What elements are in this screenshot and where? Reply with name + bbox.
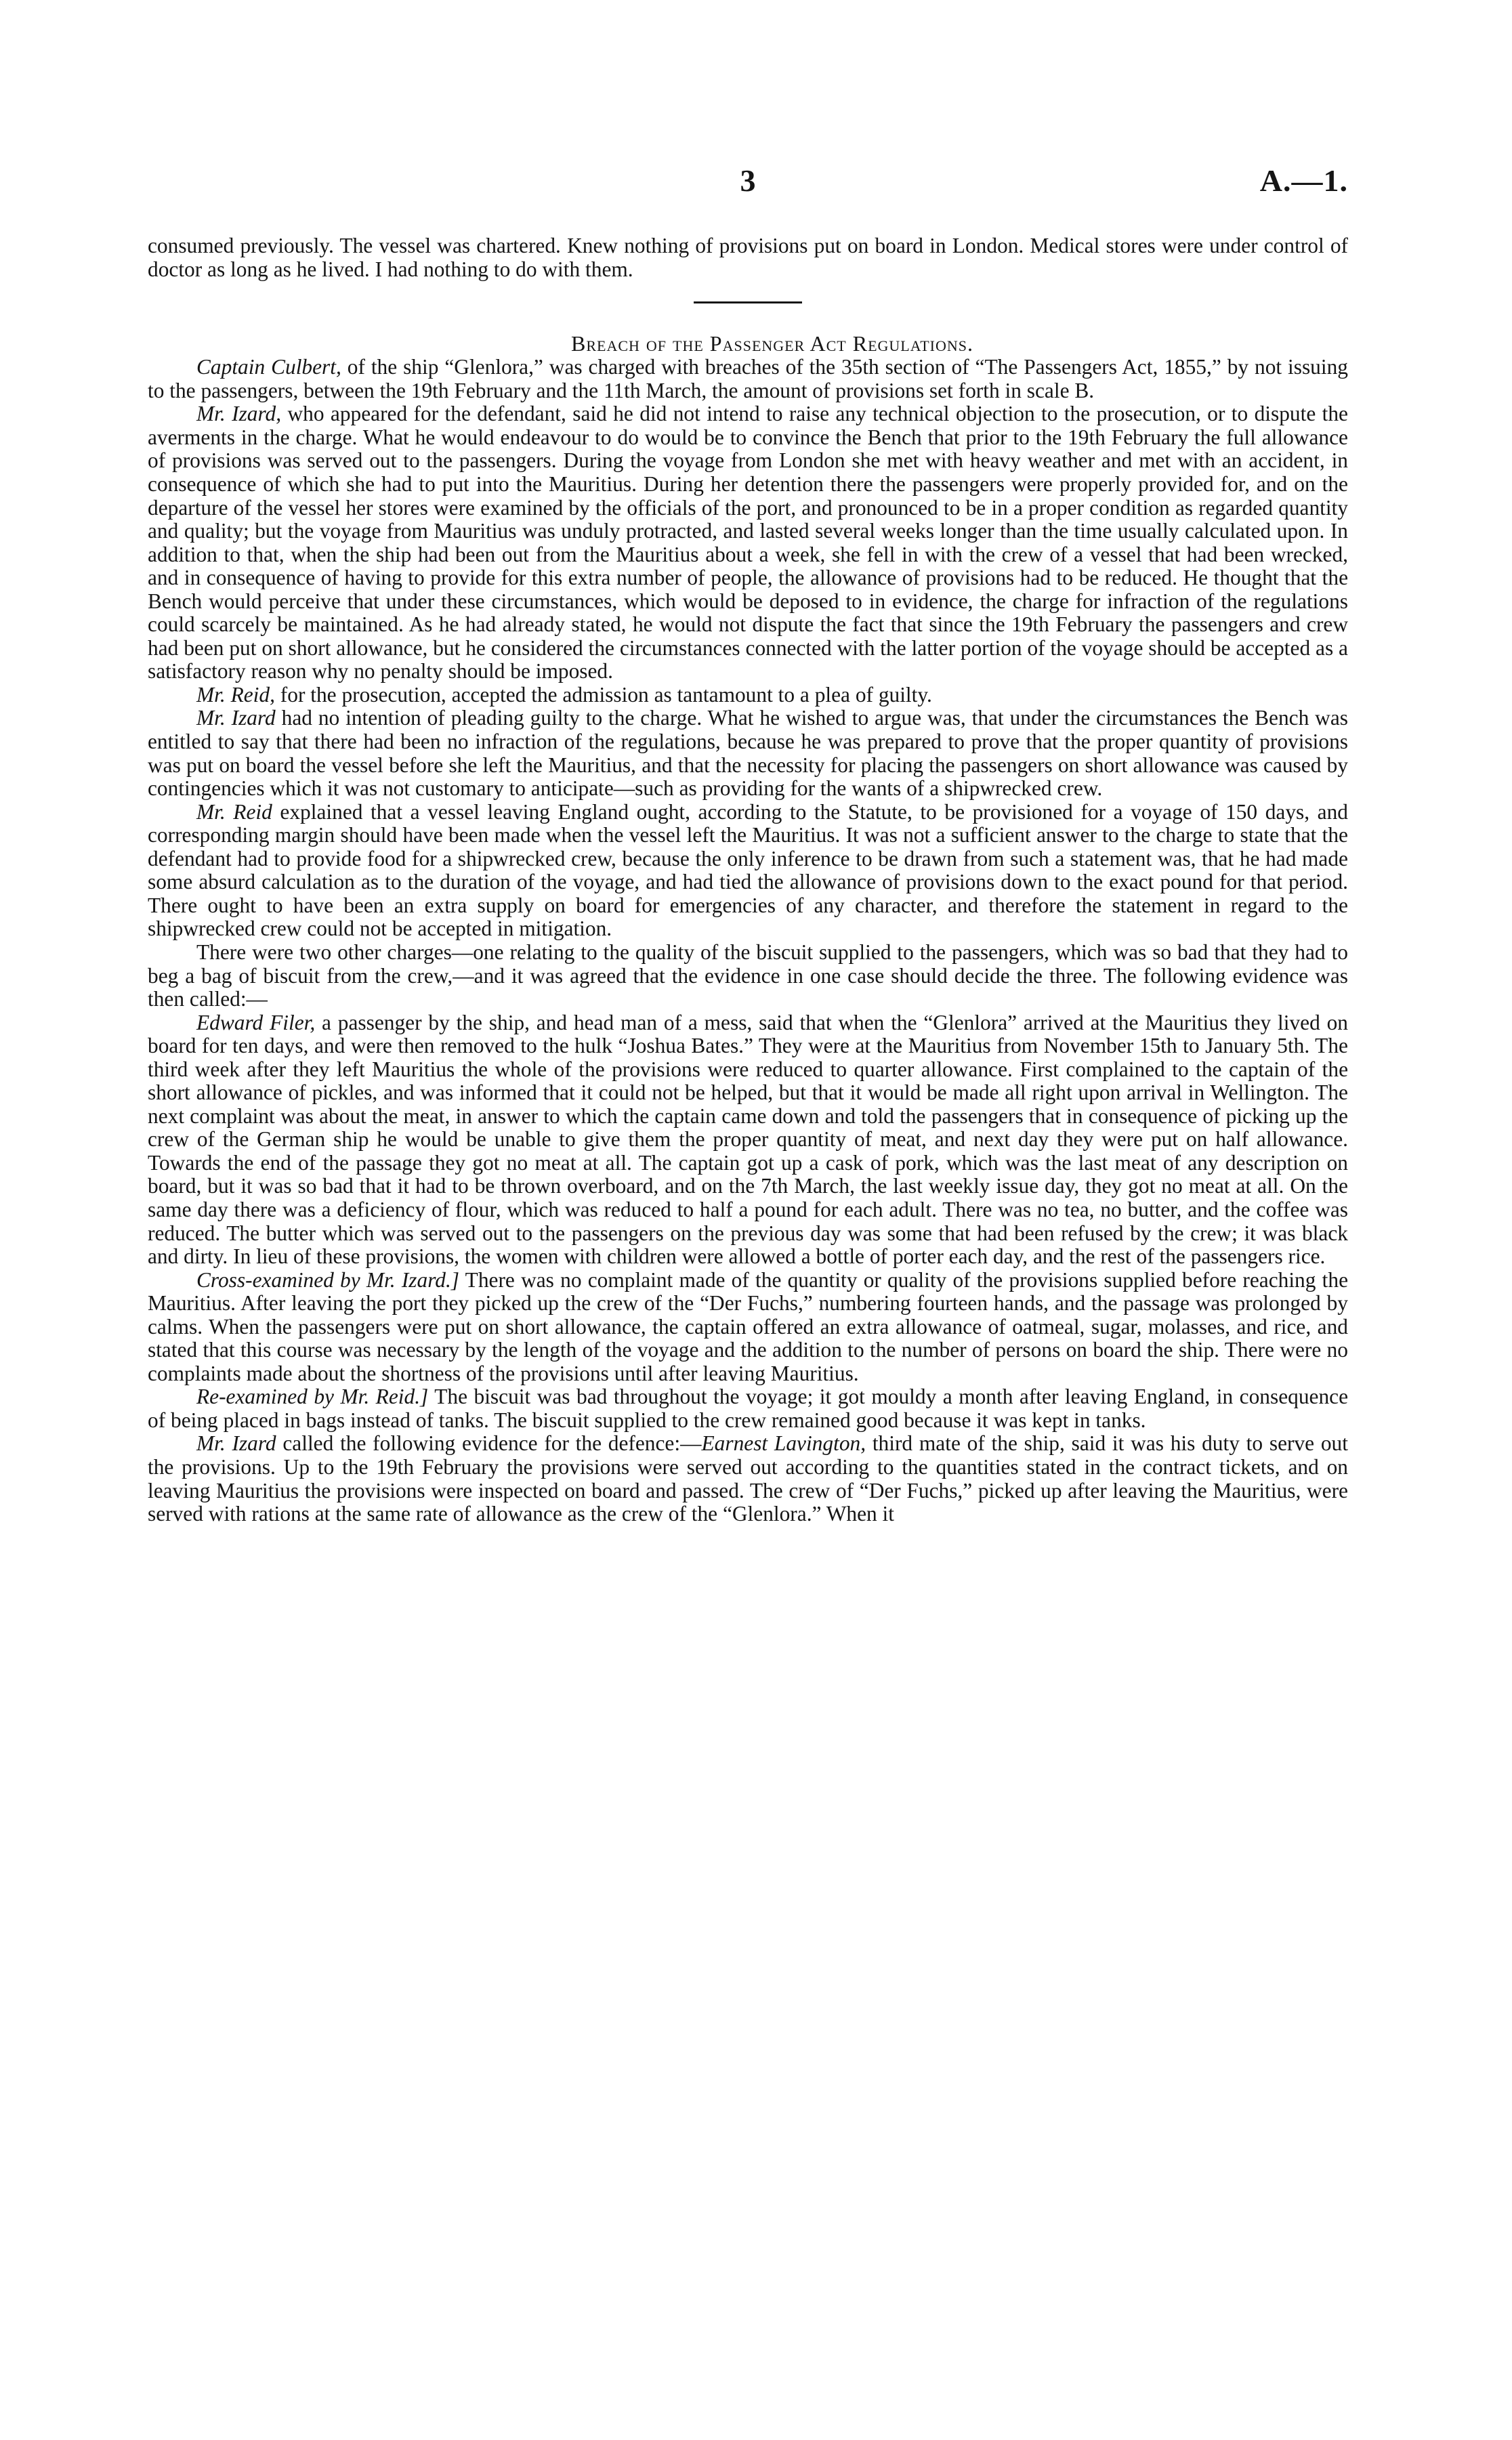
document-page <box>148 0 1348 2440</box>
paragraph-text: who appeared for the defendant, said he did not intend to raise any technical objection to the prosecution, or to dispute the averments in the charge. What he would endeavour to do would be to convince the Bench that prior to the 19th February the full allowance of provisions was served out to the passengers. During the voyage from London she met with heavy weather and met with an accident, in consequence of which she had to put into the Mauritius. During her detention there the passengers were properly provided for, and on the departure of the vessel her stores were examined by the officials of the port, and pronounced to be in a proper condition as regarded quantity and quality; but the voyage from Mauritius was unduly protracted, and lasted several weeks longer than the time usually calculated upon. In addition to that, when the ship had been out from the Mauritius about a week, she fell in with the crew of a vessel that had been wrecked, and in consequence of having to provide for this extra number of people, the allowance of provisions had to be reduced. He thought that the Bench would perceive that under these circumstances, which would be deposed to in evidence, the charge for infraction of the regulations could scarcely be maintained. As he had already stated, he would not dispute the fact that since the 19th February the passengers and crew had been put on short allowance, but he considered the circumstances connected with the latter portion of the voyage should be accepted as a satisfactory reason why no penalty should be imposed. <box>148 402 1348 683</box>
page-header <box>148 163 1348 203</box>
paragraph-reid-explanation <box>148 801 1348 941</box>
section-divider <box>694 301 802 303</box>
paragraph-text: explained that a vessel leaving England ought, according to the Statute, to be provisioned for a voyage of 150 days, and corresponding margin should have been made when the vessel left the Mauritius. It was not a sufficient answer to the charge to state that the defendant had to provide food for a shipwrecked crew, because the only inference to be drawn from such a statement was, that he had made some absurd calculation as to the duration of the voyage, and had tied the allowance of provisions down to the exact pound for that period. There ought to have been an extra supply on board for emergencies of any character, and therefore the statement in regard to the shipwrecked crew could not be accepted in mitigation. <box>148 799 1348 941</box>
section-title: Breach of the Passenger Act Regulations. <box>571 331 973 356</box>
paragraph-charge <box>148 356 1348 402</box>
paragraph-text: The biscuit was bad throughout the voyage; it got mouldy a month after leaving England, in consequence of being placed in bags instead of tanks. The biscuit supplied to the crew remained good because it was kept in tanks. <box>148 1385 1349 1432</box>
paragraph-cross-examination <box>148 1269 1348 1386</box>
speaker-name: Mr. Reid, <box>196 682 275 707</box>
paragraph-text: third mate of the ship, said it was his duty to serve out the provisions. Up to the 19th February the provisions were served out according to the quantities stated in the contract tickets, and on leaving Mauritius the provisions were inspected on board and passed. The crew of “Der Fuchs,” picked up after leaving the Mauritius, were served with rations at the same rate of allowance as the crew of the “Glenlora.” When it <box>148 1431 1348 1526</box>
paragraph-text: There was no complaint made of the quantity or quality of the provisions supplied before reaching the Mauritius. After leaving the port they picked up the crew of the “Der Fuchs,” numbering fourteen hands, and the passage was prolonged by calms. When the passengers were put on short allowance, the captain offered an extra allowance of oatmeal, sugar, molasses, and rice, and stated that this course was necessary by the length of the voyage and the addition to the number of persons on board the ship. There were no complaints made about the shortness of the provisions until after leaving Mauritius. <box>148 1267 1349 1385</box>
paragraph-filer-evidence <box>148 1011 1348 1269</box>
paragraph-text: had no intention of pleading guilty to the charge. What he wished to argue was, that under the circumstances the Bench was entitled to say that there had been no infraction of the regulations, because he was prepared to prove that the proper quantity of provisions was put on board the vessel before she left the Mauritius, and that the necessity for placing the passengers on short allowance was caused by contingencies which it was not customary to anticipate—such as providing for the wants of a shipwrecked crew. <box>148 706 1348 801</box>
paragraph-izard-argument <box>148 707 1348 800</box>
paragraph-re-examination <box>148 1385 1348 1432</box>
speaker-name: Mr. Izard <box>196 1431 276 1456</box>
speaker-name: Mr. Reid <box>196 799 272 824</box>
speaker-name: Mr. Izard, <box>196 402 282 426</box>
paragraph-text: a passenger by the ship, and head man of a mess, said that when the “Glenlora” arrived at the Mauritius they lived on board for ten days, and were then removed to the hulk “Joshua Bates.” They were at the Mauritius from November 15th to January 5th. The third week after they left Mauritius the whole of the provisions were reduced to quarter allowance. First complained to the captain of the short allowance of pickles, and was informed that it could not be helped, but that it would be made all right upon arrival in Wellington. The next complaint was about the meat, in answer to which the captain came down and told the passengers that in consequence of picking up the crew of the German ship he would be unable to give them the proper quantity of meat, and next day they were put on half allowance. Towards the end of the passage they got no meat at all. The captain got up a cask of pork, which was the last meat of any description on board, but it was so bad that it had to be thrown overboard, and on the 7th March, the last weekly issue day, they got no meat at all. On the same day there was a deficiency of flour, which was reduced to half a pound for each adult. There was no tea, no butter, and the coffee was reduced. The butter which was served out to the passengers on the previous day was some that had been refused by the crew; it was black and dirty. In lieu of these provisions, the women with children were allowed a bottle of porter each day, and the rest of the passengers rice. <box>148 1010 1348 1269</box>
witness-name: Earnest Lavington, <box>701 1431 866 1456</box>
document-reference: A.—1. <box>1259 163 1348 198</box>
paragraph-reid-admission <box>148 683 1348 707</box>
paragraph-text: called the following evidence for the defence:— <box>276 1431 702 1456</box>
speaker-name: Captain Culbert, <box>196 355 341 379</box>
speaker-name: Mr. Izard <box>196 706 276 730</box>
paragraph-izard-defence <box>148 402 1348 683</box>
paragraph-text: for the prosecution, accepted the admission as tantamount to a plea of guilty. <box>274 682 932 707</box>
examination-label: Re-examined by Mr. Reid.] <box>196 1385 429 1409</box>
paragraph-other-charges: There were two other charges—one relating to the quality of the biscuit supplied to the passengers, which was so bad that they had to beg a bag of biscuit from the crew,—and it was agreed that the evidence in one case should decide the three. The following evidence was then called:— <box>148 940 1348 1011</box>
page-number: 3 <box>740 163 756 198</box>
body-text <box>148 234 1348 1526</box>
paragraph-text: of the ship “Glenlora,” was charged with breaches of the 35th section of “The Passengers Act, 1855,” by not issuing to the passengers, between the 19th February and the 11th March, the amount of provisions set forth in scale B. <box>148 355 1348 402</box>
examination-label: Cross-examined by Mr. Izard.] <box>196 1267 460 1292</box>
continued-paragraph: consumed previously. The vessel was chartered. Knew nothing of provisions put on board in London. Medical stores were under control of doctor as long as he lived. I had nothing to do with them. <box>148 234 1348 281</box>
paragraph-defence-evidence <box>148 1432 1348 1526</box>
witness-name: Edward Filer, <box>196 1010 316 1034</box>
